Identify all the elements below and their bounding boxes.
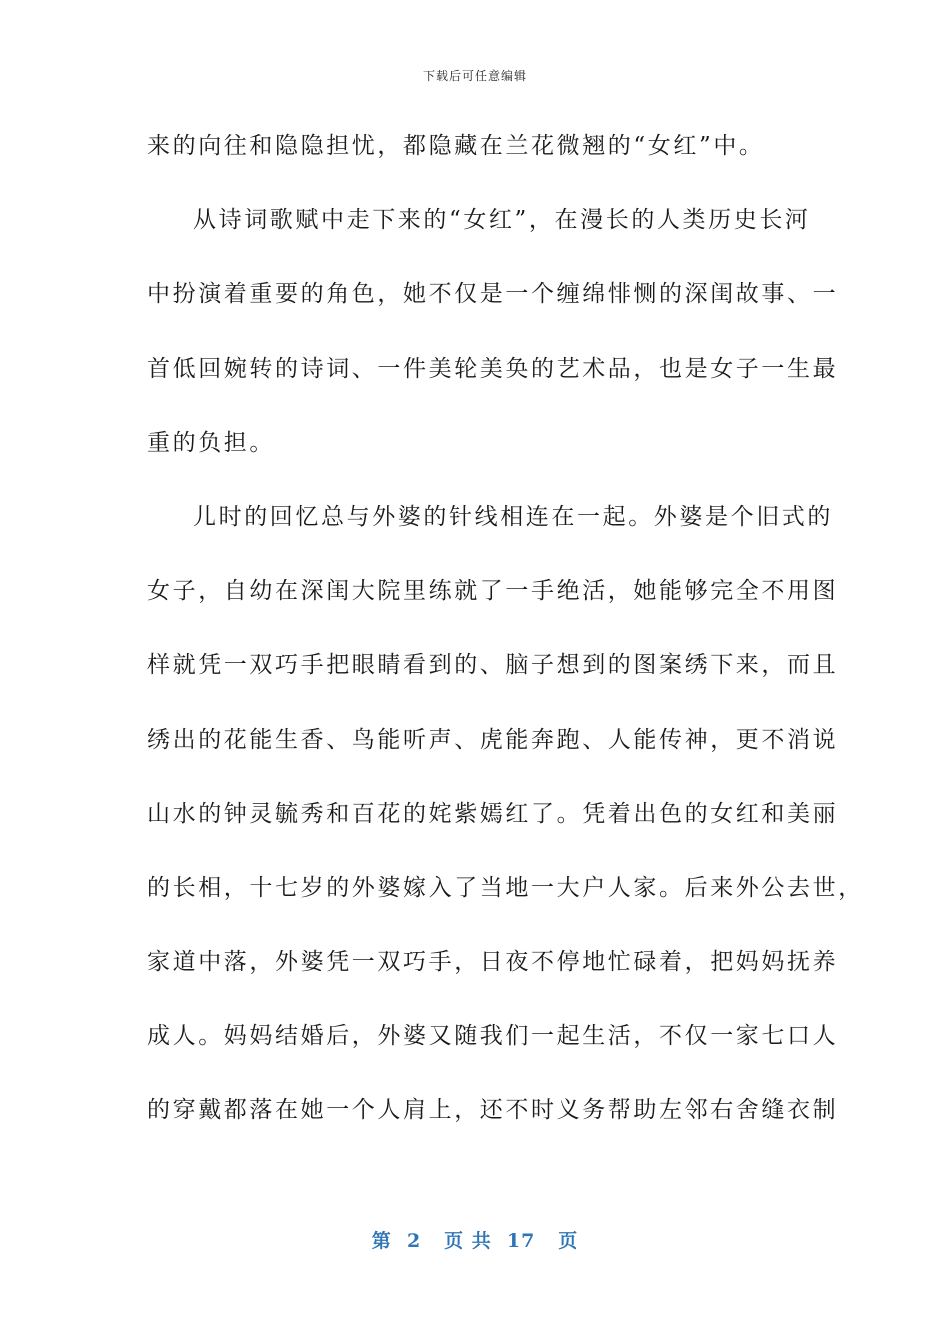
page-header: 下载后可任意编辑: [422, 69, 527, 83]
text-line-7: 女子，自幼在深闺大院里练就了一手绝活，她能够完全不用图: [147, 578, 839, 605]
text-line-2: 从诗词歌赋中走下来的“女红”，在漫长的人类历史长河: [193, 207, 811, 234]
text-line-8: 样就凭一双巧手把眼睛看到的、脑子想到的图案绣下来，而且: [147, 652, 839, 679]
text-line-10: 山水的钟灵毓秀和百花的姹紫嫣红了。凭着出色的女红和美丽: [147, 800, 839, 827]
text-line-9: 绣出的花能生香、鸟能听声、虎能奔跑、人能传神，更不消说: [147, 726, 839, 753]
page-number-footer: 第 2 页 共 17 页: [371, 1230, 579, 1252]
text-line-5: 重的负担。: [147, 429, 275, 456]
text-line-1: 来的向往和隐隐担忧，都隐藏在兰花微翘的“女红”中。: [147, 133, 765, 159]
text-line-13: 成人。妈妈结婚后，外婆又随我们一起生活，不仅一家七口人: [147, 1023, 839, 1050]
document-body: [147, 124, 864, 1163]
text-line-12: 家道中落，外婆凭一双巧手，日夜不停地忙碌着，把妈妈抚养: [147, 949, 839, 976]
text-line-4: 首低回婉转的诗词、一件美轮美奂的艺术品，也是女子一生最: [147, 355, 839, 382]
text-line-3: 中扮演着重要的角色，她不仅是一个缠绵悱恻的深闺故事、一: [147, 281, 839, 308]
text-line-6: 儿时的回忆总与外婆的针线相连在一起。外婆是个旧式的: [193, 503, 833, 530]
text-line-11: 的长相，十七岁的外婆嫁入了当地一大户人家。后来外公去世，: [147, 874, 864, 901]
text-line-14: 的穿戴都落在她一个人肩上，还不时义务帮助左邻右舍缝衣制: [147, 1097, 839, 1124]
